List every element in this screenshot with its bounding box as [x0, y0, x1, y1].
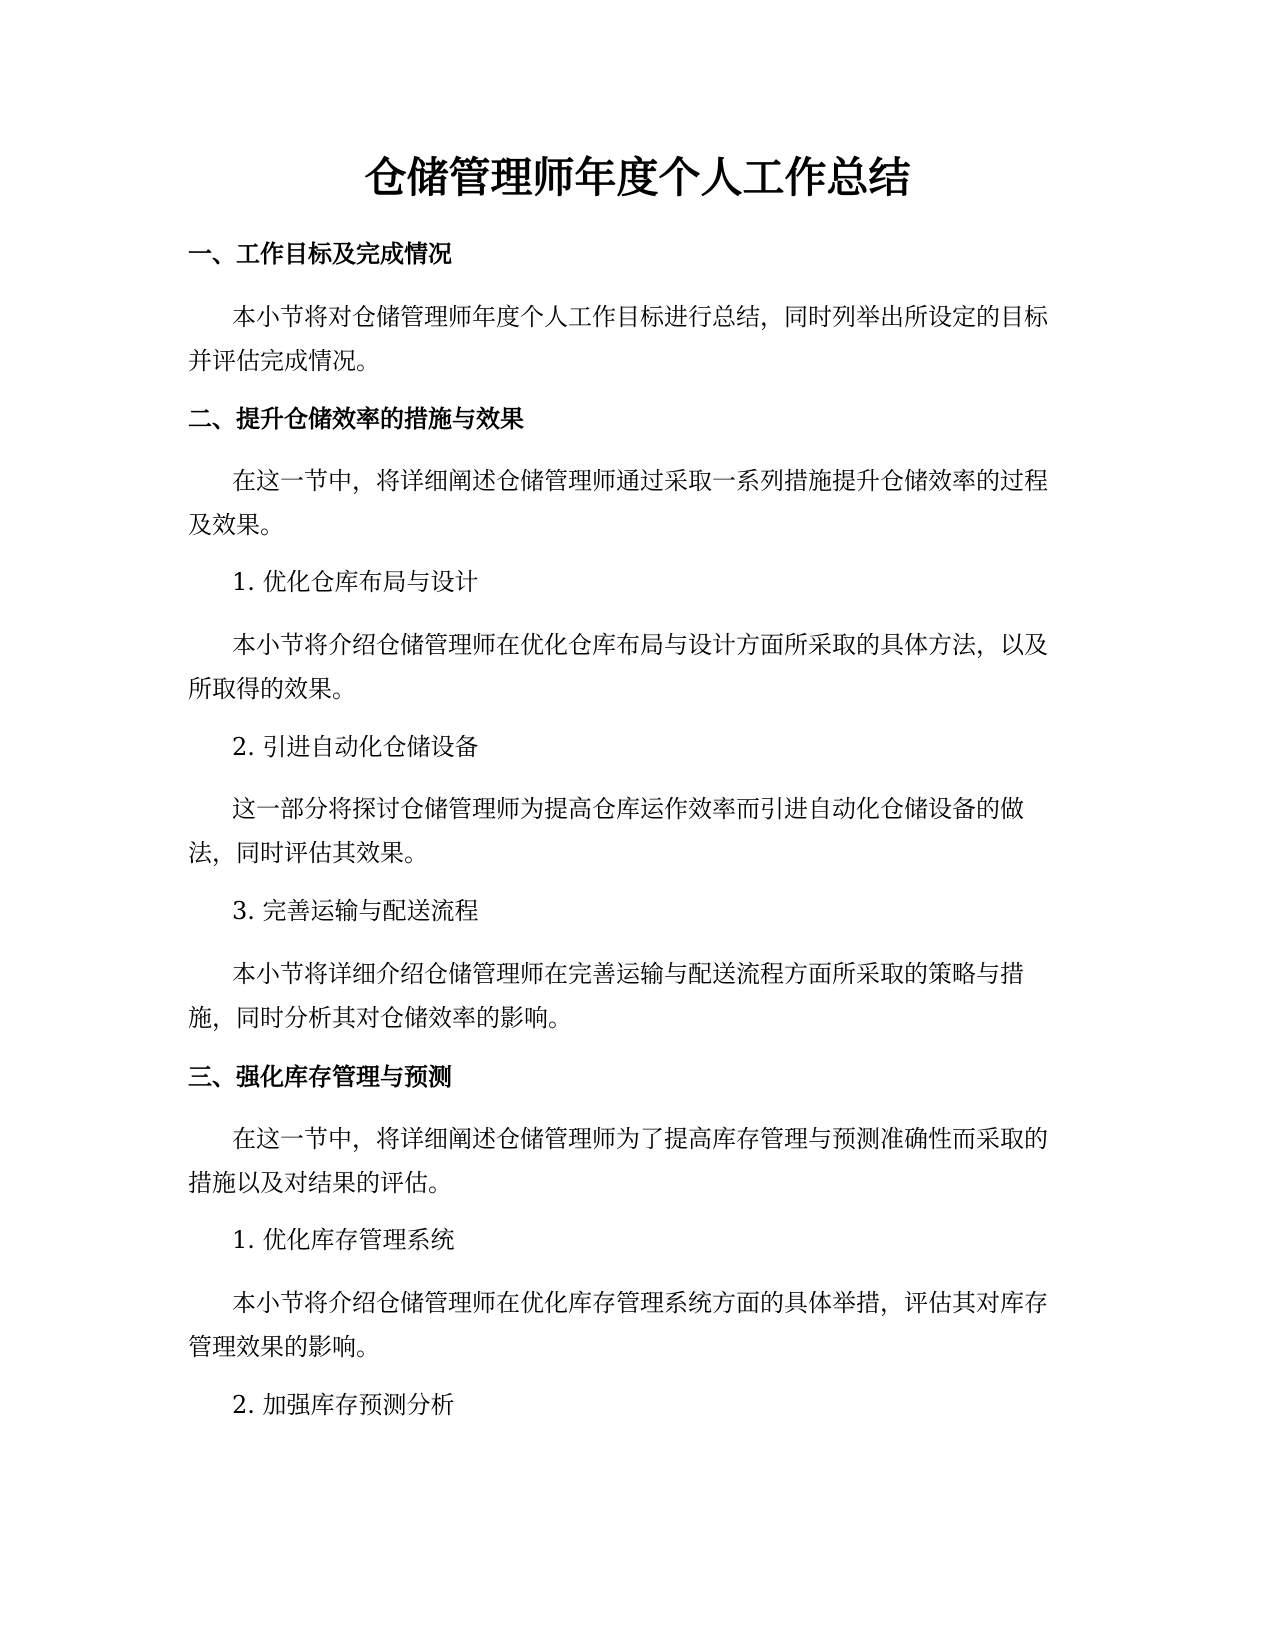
subsection-label: 3. 完善运输与配送流程	[232, 897, 479, 925]
section-heading-2: 二、提升仓储效率的措施与效果	[188, 405, 524, 433]
subsection-text	[188, 952, 1088, 1040]
paragraph-line: 在这一节中，将详细阐述仓储管理师通过采取一系列措施提升仓储效率的过程	[232, 467, 1048, 495]
paragraph-line: 这一部分将探讨仓储管理师为提高仓库运作效率而引进自动化仓储设备的做	[232, 795, 1024, 823]
paragraph-line: 法，同时评估其效果。	[188, 839, 428, 867]
paragraph-line: 本小节将详细介绍仓储管理师在完善运输与配送流程方面所采取的策略与措	[232, 960, 1024, 988]
paragraph-line: 所取得的效果。	[188, 675, 356, 703]
paragraph-line: 在这一节中，将详细阐述仓储管理师为了提高库存管理与预测准确性而采取的	[232, 1125, 1048, 1153]
section-2-intro	[188, 459, 1088, 547]
section-3-intro	[188, 1117, 1088, 1205]
subsection-text	[188, 623, 1088, 711]
paragraph-line: 本小节将介绍仓储管理师在优化库存管理系统方面的具体举措，评估其对库存	[232, 1289, 1048, 1317]
subsection-label: 2. 加强库存预测分析	[232, 1391, 455, 1419]
section-heading-3: 三、强化库存管理与预测	[188, 1063, 452, 1091]
subsection-label: 1. 优化库存管理系统	[232, 1226, 455, 1254]
paragraph-line: 施，同时分析其对仓储效率的影响。	[188, 1004, 572, 1032]
paragraph-line: 管理效果的影响。	[188, 1333, 380, 1361]
section-heading-1: 一、工作目标及完成情况	[188, 240, 452, 268]
paragraph-line: 并评估完成情况。	[188, 347, 380, 375]
section-1-intro	[188, 295, 1088, 383]
paragraph-line: 措施以及对结果的评估。	[188, 1169, 452, 1197]
paragraph-line: 本小节将介绍仓储管理师在优化仓库布局与设计方面所采取的具体方法，以及	[232, 631, 1048, 659]
document-title: 仓储管理师年度个人工作总结	[364, 153, 911, 202]
subsection-label: 2. 引进自动化仓储设备	[232, 733, 479, 761]
subsection-text	[188, 787, 1088, 875]
paragraph-line: 及效果。	[188, 511, 284, 539]
paragraph-line: 本小节将对仓储管理师年度个人工作目标进行总结，同时列举出所设定的目标	[232, 303, 1048, 331]
subsection-text	[188, 1281, 1088, 1369]
subsection-label: 1. 优化仓库布局与设计	[232, 568, 479, 596]
